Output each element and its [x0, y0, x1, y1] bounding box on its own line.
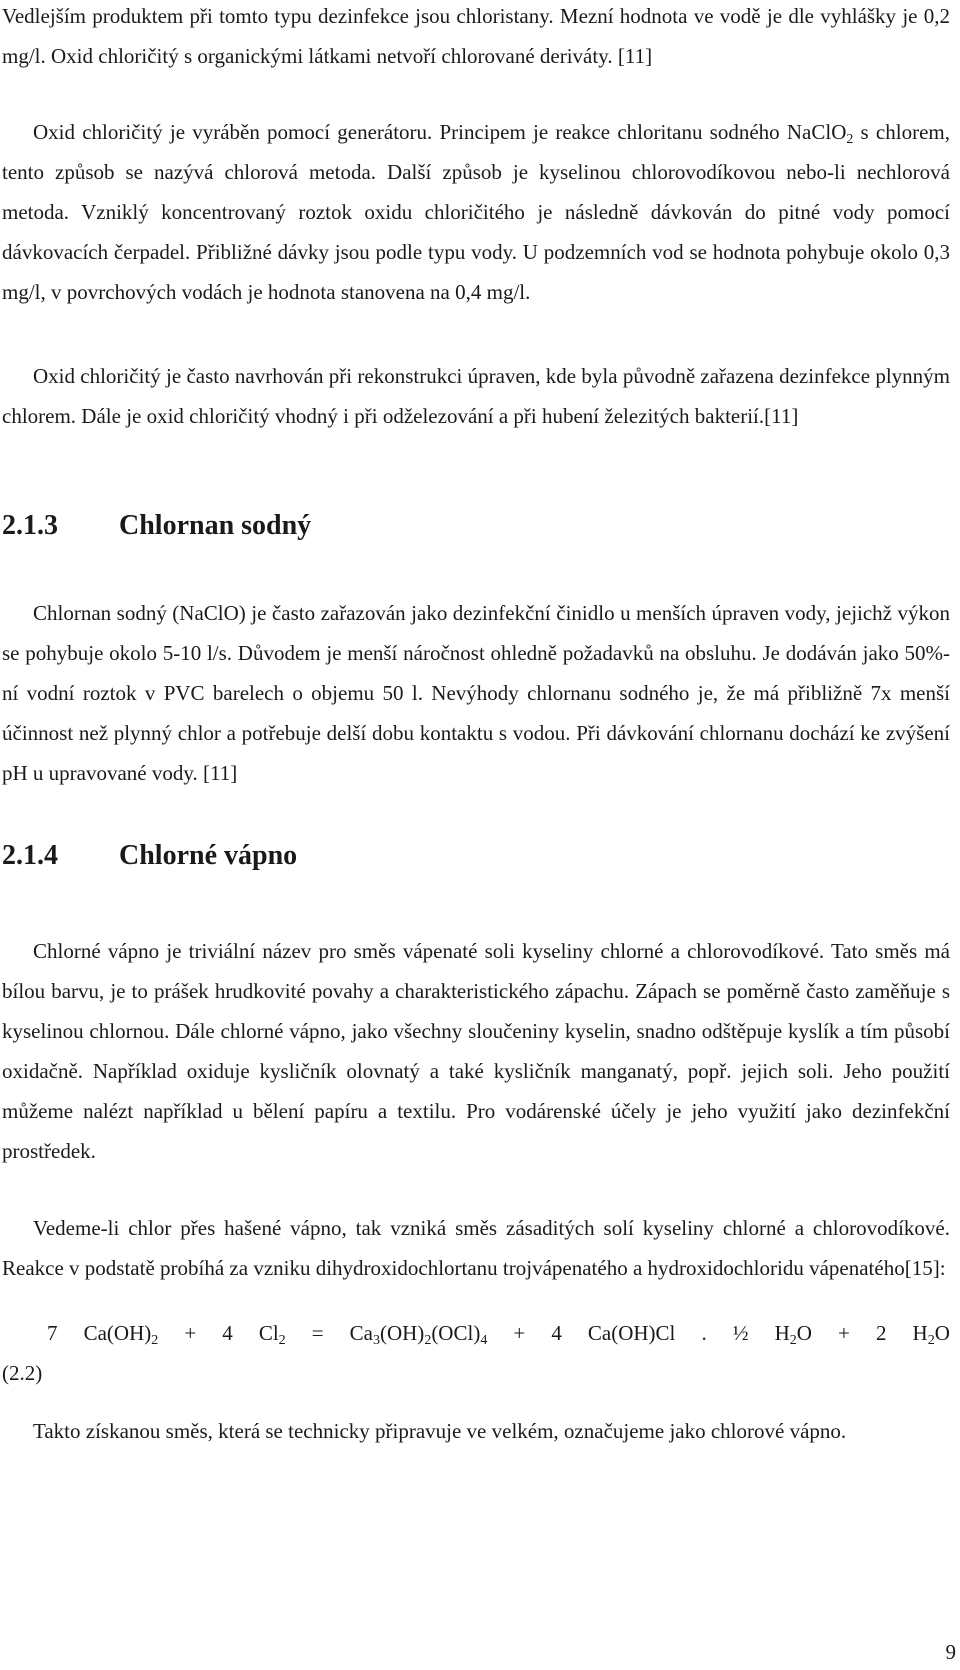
- section-title: Chlornan sodný: [119, 510, 312, 541]
- equation-term: [350, 1313, 488, 1353]
- equation-term: 4: [222, 1321, 233, 1345]
- equation-term: ½: [732, 1321, 749, 1345]
- subscript: 2: [789, 1333, 797, 1348]
- section-number: 2.1.3: [2, 510, 58, 541]
- subscript: 2: [927, 1333, 935, 1348]
- paragraph-generator-text-a: Oxid chloričitý je vyráběn pomocí generátoru. Principem je reakce chloritanu sodného NaClO: [33, 120, 847, 144]
- equation-text: (OH): [379, 1321, 425, 1345]
- equation-term: [775, 1313, 812, 1353]
- subscript: 2: [846, 132, 854, 147]
- equation-text: O: [934, 1321, 950, 1345]
- paragraph-chlorne-vapno: Chlorné vápno je triviální název pro směs vápenaté soli kyseliny chlorné a chlorovodíkové. Tato směs má bílou barvu, je to prášek hrudkovité povahy a charakteristického zápachu. Zápach se poměrně často zaměňuje s kyselinou chlornou. Dále chlorné vápno, jako všechny sloučeniny kyselin, snadno odštěpuje kyslík a tím působí oxidačně. Například oxiduje kysličník olovnatý a také kysličník manganatý, popř. jejich soli. Jeho použití můžeme nalézt například u bělení papíru a textilu. Pro vodárenské účely je jeho využití jako dezinfekční prostředek.: [2, 939, 950, 1163]
- section-heading-chlornan: [2, 506, 311, 546]
- equation-text: Ca(OH): [83, 1321, 152, 1345]
- equation-text: (OCl): [431, 1321, 481, 1345]
- equation-operator: =: [311, 1321, 324, 1345]
- section-title: Chlorné vápno: [119, 840, 298, 871]
- paragraph-chlornan-sodny: Chlornan sodný (NaClO) je často zařazován jako dezinfekční činidlo u menších úpraven vody, jejichž výkon se pohybuje okolo 5-10 l/s. Důvodem je menší náročnost ohledně požadavků na obsluhu. Je dodáván jako 50%-ní vodní roztok v PVC barelech o objemu 50 l. Nevýhody chlornanu sodného je, že má přibližně 7x menší účinnost než plynný chlor a potřebuje delší dobu kontaktu s vodou. Při dávkování chlornanu dochází ke zvýšení pH u upravované vody. [11]: [2, 601, 950, 785]
- chemical-equation: [2, 1313, 950, 1385]
- subscript: 2: [278, 1333, 286, 1348]
- page-number: 9: [945, 1640, 956, 1664]
- equation-term: [84, 1313, 159, 1353]
- paragraph-chloristany: Vedlejším produktem při tomto typu dezinfekce jsou chloristany. Mezní hodnota ve vodě je dle vyhlášky je 0,2 mg/l. Oxid chloričitý s organickými látkami netvoří chlorované deriváty. [11]: [2, 4, 950, 68]
- equation-operator: +: [513, 1321, 526, 1345]
- paragraph-chlorove-vapno: Takto získanou směs, která se technicky připravuje ve velkém, označujeme jako chlorové vápno.: [33, 1419, 847, 1443]
- equation-text: Ca: [349, 1321, 373, 1345]
- paragraph-generator: [2, 112, 950, 312]
- subscript: 4: [480, 1333, 488, 1348]
- equation-text: Cl: [258, 1321, 279, 1345]
- subscript: 2: [151, 1333, 159, 1348]
- paragraph-rekonstrukce: Oxid chloričitý je často navrhován při rekonstrukci úpraven, kde byla původně zařazena dezinfekce plynným chlorem. Dále je oxid chloričitý vhodný i při odželezování a při hubení železitých bakterií.[11]: [2, 364, 950, 428]
- equation-operator: +: [184, 1321, 197, 1345]
- equation-number: (2.2): [2, 1361, 43, 1385]
- equation-text: O: [796, 1321, 812, 1345]
- section-heading-chlorne-vapno: [2, 836, 297, 876]
- equation-text: H: [912, 1321, 928, 1345]
- equation-term: [259, 1313, 286, 1353]
- section-number: 2.1.4: [2, 840, 58, 871]
- equation-term: Ca(OH)Cl: [587, 1321, 676, 1345]
- subscript: 3: [372, 1333, 380, 1348]
- equation-term: 2: [875, 1321, 887, 1345]
- equation-term: 7: [47, 1321, 58, 1345]
- equation-line: [2, 1313, 950, 1353]
- equation-operator: .: [701, 1321, 707, 1345]
- equation-operator: +: [838, 1321, 850, 1345]
- equation-term: 4: [551, 1321, 562, 1345]
- paragraph-haseni-vapno: Vedeme-li chlor přes hašené vápno, tak vzniká směs zásaditých solí kyseliny chlorné a chlorovodíkové. Reakce v podstatě probíhá za vzniku dihydroxidochlortanu trojvápenatého a hydroxidochloridu vápenatého[15]:: [2, 1216, 950, 1280]
- equation-text: H: [774, 1321, 790, 1345]
- paragraph-generator-text-b: s chlorem, tento způsob se nazývá chlorová metoda. Další způsob je kyselinou chlorovodíkovou nebo-li nechlorová metoda. Vzniklý koncentrovaný roztok oxidu chloričitého je následně dávkován do pitné vody pomocí dávkovacích čerpadel. Přibližné dávky jsou podle typu vody. U podzemních vod se hodnota pohybuje okolo 0,3 mg/l, v povrchových vodách je hodnota stanovena na 0,4 mg/l.: [2, 120, 950, 304]
- subscript: 2: [424, 1333, 432, 1348]
- equation-term: [913, 1313, 950, 1353]
